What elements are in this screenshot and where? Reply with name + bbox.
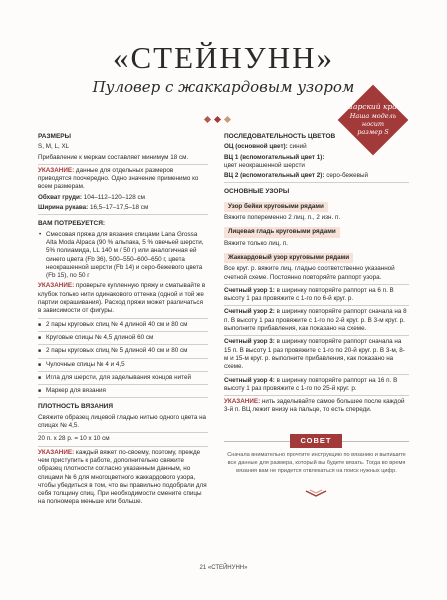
color-aux-1: ВЦ 1 (вспомогательный цвет 1): цвет неокрашенной шерсти (224, 153, 325, 169)
gauge-heading: ПЛОТНОСТЬ ВЯЗАНИЯ (38, 403, 113, 411)
color-main: ОЦ (основной цвет): синий (224, 143, 307, 151)
chart-pattern-1: Счетный узор 1: в ширинку повторяйте раппорт на 6 п. В высоту 1 раз провяжите с 1-го по 6-й круг. р. (224, 286, 394, 303)
rib-pattern-text: Вяжите попеременно 2 лиц. п., 2 изн. п. (224, 214, 341, 222)
stockinette-text: Вяжите только лиц. п. (224, 239, 288, 247)
divider (38, 214, 208, 215)
page-subtitle: Пуловер с жаккардовым узором (92, 78, 355, 96)
divider (224, 395, 409, 396)
divider (38, 432, 208, 433)
stockinette-title: Лицевая гладь круговыми рядами (224, 227, 340, 237)
materials-heading: ВАМ ПОТРЕБУЕТСЯ: (38, 220, 106, 228)
dot-icon (214, 116, 221, 123)
chart-pattern-4: Счетный узор 4: в ширинку повторяйте раппорт на 16 п. В высоту 1 раз провяжите с 1-го по 25-й круг. р. (224, 376, 398, 392)
colors-heading: ПОСЛЕДОВАТЕЛЬНОСТЬ ЦВЕТОВ (224, 133, 336, 140)
divider (224, 182, 409, 183)
sleeve-measure: Ширина рукава: 16,5–17–17,5–18 см (38, 204, 149, 212)
note-sizes: УКАЗАНИЕ: данные для отдельных размеров приводятся поочередно. Одно значение применимо ко всем размерам. (38, 166, 199, 191)
tip-text: Сначала внимательно прочтите инструкцию по вязанию и выпишите все данные для размера, который вы будете вязать. Тогда во время вязания вам не придется отвлекаться на поиск нужных цифр. (227, 452, 406, 474)
left-column (38, 128, 208, 509)
rib-pattern-title: Узор бейки круговыми рядами (224, 202, 328, 212)
badge-line-1: Шарский край (344, 102, 402, 111)
tool-item: ■ Игла для шерсти, для заделывания концов нитей (38, 374, 208, 382)
badge-line-2: Наша модель (349, 112, 397, 120)
page-title: «СТЕЙНУНН» (112, 40, 335, 75)
gauge-text: Свяжите образец лицевой гладью нитью одного цвета на спицах № 4,5. (38, 413, 207, 430)
divider (224, 284, 409, 285)
jacquard-title: Жаккардовый узор круговыми рядами (224, 253, 353, 263)
sizes-note: Прибавление к меркам составляет минимум 18 см. (38, 153, 189, 161)
chart-pattern-3: Счетный узор 3: в ширинку повторяйте раппорт сначала на 15 п. В высоту 1 раз провяжите с 1-го по 20-й круг. р. В 3-м, 8-м и 15-м круг. р. выполните прибавления, как показано на схеме. (224, 338, 405, 371)
divider (38, 164, 208, 165)
note-gauge: УКАЗАНИЕ: каждый вяжет по-своему, поэтому, прежде чем приступить к работе, дополнительно свяжите образец плотности согласно указанным данным, но спицами № 6 для многоцветного жаккардового узора, чтобы убедиться в том, что вы правильно подобрали для себя толщину спиц. При необходимости смените спицы на полномера меньше или больше. (38, 448, 207, 506)
sizes-values: S, M, L, XL (38, 143, 70, 151)
divider (224, 305, 409, 306)
tool-item: ■ Маркер для вязания (38, 387, 208, 395)
divider (38, 384, 208, 385)
note-patterns: УКАЗАНИЕ: нить заделывайте самое большее после каждой 3-й п. ВЦ лежит внизу на пальце, то есть спереди. (224, 398, 405, 414)
divider (38, 371, 208, 372)
tip-title: СОВЕТ (290, 434, 342, 448)
right-column (224, 128, 409, 417)
divider (38, 358, 208, 359)
badge-line-3: носит (361, 120, 385, 128)
divider (38, 318, 208, 319)
patterns-heading: ОСНОВНЫЕ УЗОРЫ (224, 188, 290, 196)
tool-item: ■ 2 пары круговых спиц № 4 длиной 40 см и 80 см (38, 321, 208, 329)
sizes-heading: РАЗМЕРЫ (38, 133, 71, 140)
tool-item: ■ 2 пары круговых спиц № 5 длиной 40 см и 80 см (38, 347, 208, 355)
gauge-value: 20 п. x 28 р. = 10 x 10 см (38, 435, 110, 443)
tool-item: ■ Круговые спицы № 4,5 длиной 60 см (38, 334, 208, 342)
materials-yarn: • Смесовая пряжа для вязания спицами Lana Grossa Alta Moda Alpaca (90 % альпака, 5 % овечьей шерсти, 5% полиамида, LL 140 м / 50 г) или аналогичная ей синего цвета (Fb 36), 500–550–600–650 г, цвета неокрашенной шерсти (Fb 14) и серо-бежевого цвета (Fb 15), по 50 г (38, 231, 208, 281)
chart-pattern-2: Счетный узор 2: в ширинку повторяйте раппорт сначала на 8 п. В высоту 1 раз провяжите с 1-го по 2-й круг. р. В 3-м круг. р. выполните прибавления, как показано на схеме. (224, 308, 407, 333)
jacquard-text: Все круг. р. вяжите лиц. гладью соответственно указанной счетной схеме. Постоянно повторяйте раппорт узора. (224, 265, 395, 281)
chest-measure: Обхват груди: 104–112–120–128 см (38, 193, 145, 201)
divider (38, 331, 208, 332)
divider (38, 344, 208, 345)
dot-icon (204, 116, 211, 123)
badge-line-4: размер S (357, 128, 389, 136)
divider (224, 335, 409, 336)
color-aux-2: ВЦ 2 (вспомогательный цвет 2): серо-бежевый (224, 172, 369, 180)
decorative-dots (203, 116, 243, 124)
chevron-down-icon (302, 489, 330, 499)
note-yarn: УКАЗАНИЕ: проверьте купленную пряжу и сматывайте в клубок только нити одинакового оттенка (одной и той же партии окрашивания). Расход пряжи может различаться в зависимости от фигуры. (38, 282, 206, 315)
divider (38, 446, 208, 447)
dot-icon (224, 116, 231, 123)
divider (38, 397, 208, 398)
tool-item: ■ Чулочные спицы № 4 и 4,5 (38, 361, 208, 369)
page-footer: 21 «СТЕЙНУНН» (199, 565, 248, 571)
divider (224, 374, 409, 375)
